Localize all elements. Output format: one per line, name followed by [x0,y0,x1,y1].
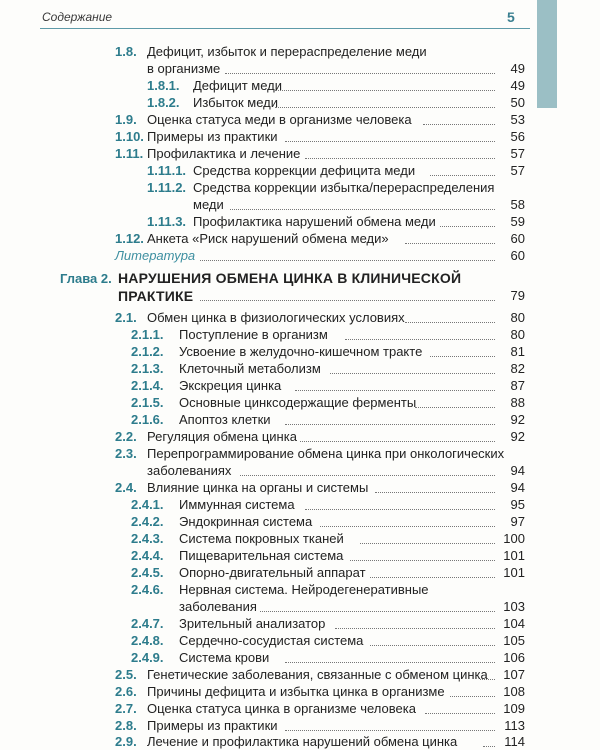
toc-title: Оценка статуса меди в организме человека [147,112,412,127]
toc-number: 2.4.7. [131,616,164,631]
toc-title: Пищеварительная система [179,548,344,563]
toc-title: заболевания [179,599,257,614]
toc-title: Эндокринная система [179,514,313,529]
toc-entry[interactable] [105,446,525,480]
toc-page: 109 [503,701,525,716]
toc-leader [200,260,495,261]
toc-entry[interactable] [105,701,525,717]
toc-page: 57 [510,146,525,161]
toc-leader [285,424,495,425]
toc-leader [415,407,495,408]
toc-page: 49 [510,61,525,76]
toc-entry[interactable] [105,582,525,616]
toc-title: Обмен цинка в физиологических условиях [147,310,405,325]
toc-page: 81 [510,344,525,359]
toc-leader [305,509,495,510]
toc-leader [450,696,495,697]
toc-title: Средства коррекции избытка/перераспределения [193,180,495,195]
toc-page: 79 [510,288,525,303]
toc-leader [330,373,495,374]
toc-entry[interactable] [105,616,525,632]
toc-title: Система крови [179,650,270,665]
toc-number: 2.3. [115,446,137,461]
toc-title: Апоптоз клетки [179,412,271,427]
toc-chapter[interactable] [60,270,525,306]
toc-number: 2.4.9. [131,650,164,665]
toc-title: Средства коррекции дефицита меди [193,163,416,178]
toc-entry[interactable] [105,44,525,78]
header-divider [40,28,530,29]
toc-entry[interactable] [105,163,525,179]
toc-entry[interactable] [105,734,525,750]
toc-page: 100 [503,531,525,546]
toc-entry[interactable] [105,718,525,734]
toc-leader [350,560,495,561]
toc-leader [295,390,495,391]
side-tab [537,0,557,108]
toc-number: 2.1. [115,310,137,325]
toc-page: 50 [510,95,525,110]
toc-title: Система покровных тканей [179,531,344,546]
toc-page: 106 [503,650,525,665]
toc-number: 1.10. [115,129,144,144]
toc-entry[interactable] [105,231,525,247]
toc-number: 2.4.5. [131,565,164,580]
toc-page: 92 [510,429,525,444]
toc-title: Избыток меди [193,95,279,110]
toc-page: 60 [510,231,525,246]
toc-title: Усвоение в желудочно-кишечном тракте [179,344,423,359]
toc-leader [370,645,495,646]
toc-number: 2.4.3. [131,531,164,546]
toc-title: Нервная система. Нейродегенеративные [179,582,429,597]
toc-title: Генетические заболевания, связанные с обменом цинка [147,667,488,682]
toc-leader [430,356,495,357]
toc-title: Профилактика нарушений обмена меди [193,214,436,229]
toc-number: 2.7. [115,701,137,716]
toc-page: 60 [510,248,525,263]
toc-entry[interactable] [105,95,525,111]
toc-page: 101 [503,565,525,580]
toc-number: 2.1.1. [131,327,164,342]
toc-title: Литература [115,248,196,263]
toc-number: 1.9. [115,112,137,127]
toc-entry[interactable] [105,480,525,496]
toc-leader [483,746,495,747]
toc-page: 53 [510,112,525,127]
toc-page: 58 [510,197,525,212]
toc-leader [275,90,495,91]
toc-title: Опорно-двигательный аппарат [179,565,366,580]
chapter-title: ПРАКТИКЕ [118,288,194,304]
toc-entry[interactable] [105,650,525,666]
toc-leader [225,73,495,74]
toc-number: 2.1.3. [131,361,164,376]
toc-page: 56 [510,129,525,144]
page-header-title: Содержание [42,10,113,24]
toc-page: 57 [510,163,525,178]
toc-number: 2.9. [115,734,137,749]
toc-title: Влияние цинка на органы и системы [147,480,369,495]
toc-number: 2.1.4. [131,378,164,393]
toc-number: 2.4.4. [131,548,164,563]
toc-entry[interactable] [105,684,525,700]
toc-number: 2.1.6. [131,412,164,427]
toc-title: заболеваниях [147,463,232,478]
toc-entry[interactable] [105,327,525,343]
chapter-title: НАРУШЕНИЯ ОБМЕНА ЦИНКА В КЛИНИЧЕСКОЙ [118,270,462,286]
toc-entry[interactable] [105,146,525,162]
toc-title: Перепрограммирование обмена цинка при онкологических [147,446,505,461]
toc-leader [480,679,495,680]
toc-number: 2.4.8. [131,633,164,648]
toc-leader [423,124,495,125]
toc-leader [285,662,495,663]
toc-number: 1.8.1. [147,78,180,93]
toc-number: 1.11.1. [147,163,187,178]
toc-page: 113 [504,718,525,733]
toc-leader [275,107,495,108]
toc-number: 2.1.5. [131,395,164,410]
toc-leader [430,175,495,176]
toc-title: Иммунная система [179,497,295,512]
toc-entry[interactable] [105,497,525,513]
toc-page: 101 [503,548,525,563]
toc-page: 87 [510,378,525,393]
toc-page: 92 [510,412,525,427]
toc-page: 97 [510,514,525,529]
toc-title: Анкета «Риск нарушений обмена меди» [147,231,389,246]
toc-number: 2.4.2. [131,514,164,529]
toc-page: 105 [503,633,525,648]
toc-number: 1.8. [115,44,137,59]
toc-page: 103 [503,599,525,614]
toc-title: меди [193,197,224,212]
toc-leader [300,441,495,442]
toc-entry[interactable] [105,667,525,683]
toc-page: 95 [510,497,525,512]
toc-leader [440,226,495,227]
toc-title: Примеры из практики [147,129,278,144]
toc-title: в организме [147,61,221,76]
toc-leader [320,526,495,527]
toc-entry[interactable] [105,310,525,326]
toc-entry[interactable] [105,361,525,377]
toc-page: 88 [510,395,525,410]
toc-page: 82 [510,361,525,376]
toc-title: Причины дефицита и избытка цинка в организме [147,684,445,699]
toc-number: 2.6. [115,684,137,699]
toc-entry[interactable] [105,412,525,428]
toc-page: 80 [510,327,525,342]
toc-page: 59 [510,214,525,229]
toc-page: 114 [504,734,525,749]
toc-number: 2.4.6. [131,582,164,597]
toc-title: Поступление в организм [179,327,328,342]
toc-leader [425,713,495,714]
toc-number: 1.11.2. [147,180,187,195]
toc-number: 2.5. [115,667,137,682]
toc-title: Экскреция цинка [179,378,282,393]
page-number: 5 [507,9,515,25]
toc-title: Основные цинксодержащие ферменты [179,395,417,410]
toc-entry[interactable] [105,514,525,530]
toc-leader [230,209,495,210]
toc-leader [370,577,495,578]
toc-title: Зрительный анализатор [179,616,326,631]
toc-entry[interactable] [105,78,525,94]
toc-entry[interactable] [105,429,525,445]
toc-entry[interactable] [105,378,525,394]
toc-leader [240,475,495,476]
toc-title: Регуляция обмена цинка [147,429,297,444]
toc-leader [305,158,495,159]
toc-entry[interactable] [105,344,525,360]
toc-title: Сердечно-сосудистая система [179,633,364,648]
toc-entry-literature[interactable] [105,248,525,264]
toc-number: 1.8.2. [147,95,180,110]
toc-title: Лечение и профилактика нарушений обмена цинка [147,734,458,749]
toc-leader [345,339,495,340]
toc-page: 94 [510,480,525,495]
toc-number: 1.11.3. [147,214,187,229]
toc-title: Дефицит, избыток и перераспределение меди [147,44,427,59]
toc-leader [200,300,495,301]
toc-entry[interactable] [105,214,525,230]
toc-entry[interactable] [105,112,525,128]
toc-entry[interactable] [105,531,525,547]
toc-page: 104 [503,616,525,631]
toc-number: 2.1.2. [131,344,164,359]
toc-leader [260,611,495,612]
toc-leader [285,730,495,731]
toc-entry[interactable] [105,129,525,145]
toc-page: 80 [510,310,525,325]
toc-number: 1.12. [115,231,144,246]
toc-entry[interactable] [105,180,525,214]
toc-number: 2.2. [115,429,137,444]
toc-entry[interactable] [105,548,525,564]
toc-page: 94 [510,463,525,478]
toc-title: Клеточный метаболизм [179,361,321,376]
toc-title: Примеры из практики [147,718,278,733]
toc-leader [285,141,495,142]
toc-page: 49 [510,78,525,93]
toc-title: Оценка статуса цинка в организме человека [147,701,416,716]
toc-entry[interactable] [105,633,525,649]
toc-entry[interactable] [105,565,525,581]
toc-title: Дефицит меди [193,78,282,93]
toc-number: 2.4.1. [131,497,164,512]
toc-leader [335,628,495,629]
toc-number: 2.8. [115,718,137,733]
toc-leader [375,492,495,493]
toc-title: Профилактика и лечение [147,146,301,161]
toc-page: 107 [503,667,525,682]
toc-page: 108 [503,684,525,699]
chapter-number: Глава 2. [60,271,112,286]
toc-number: 1.11. [115,146,144,161]
toc-leader [405,243,495,244]
toc-leader [405,322,495,323]
toc-number: 2.4. [115,480,137,495]
toc-entry[interactable] [105,395,525,411]
toc-leader [360,543,495,544]
